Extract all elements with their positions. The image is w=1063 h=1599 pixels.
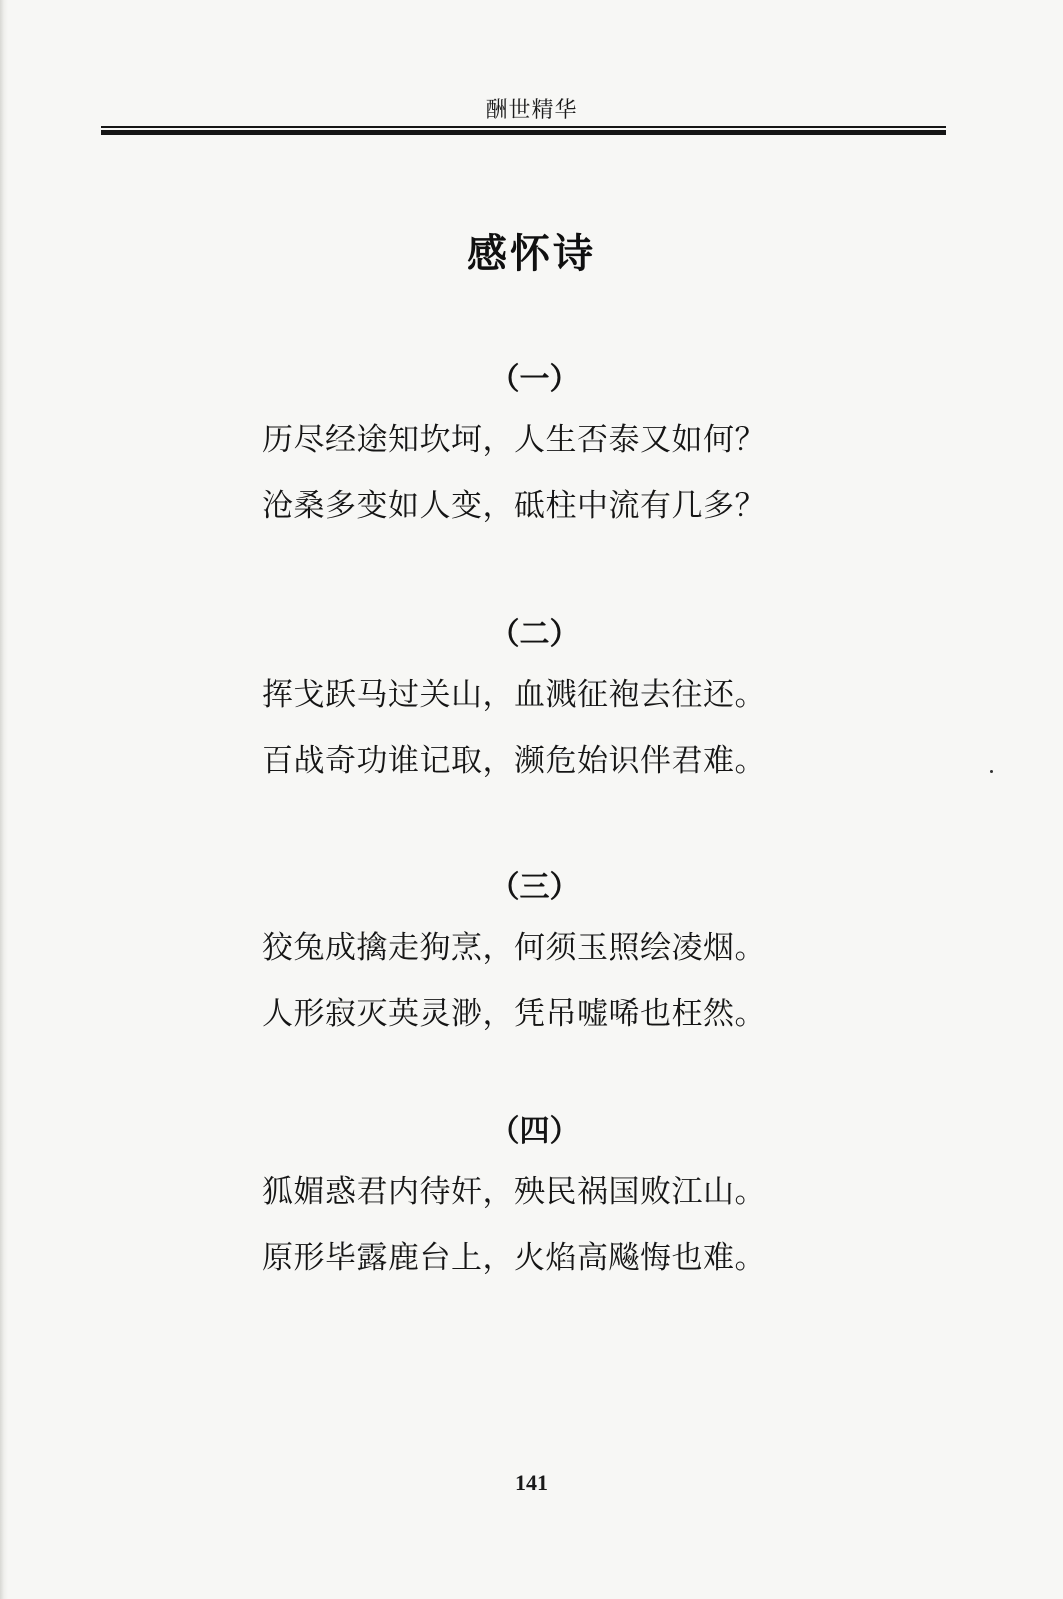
stanza-2 <box>0 615 1063 779</box>
scan-speck <box>990 770 993 773</box>
poem-line: 狡兔成擒走狗烹，何须玉照绘凌烟。 <box>262 930 766 966</box>
poem-line: 原形毕露鹿台上，火焰高飚悔也难。 <box>262 1240 766 1276</box>
poem-line: 狐媚惑君内待奸，殃民祸国败江山。 <box>262 1174 766 1210</box>
stanza-number: （一） <box>489 362 580 397</box>
page-number: 141 <box>515 1470 548 1495</box>
stanza-number: （二） <box>489 617 580 652</box>
poem-line: 百战奇功谁记取，濒危始识伴君难。 <box>262 743 766 779</box>
poem-title: 感怀诗 <box>467 230 596 277</box>
stanza-4 <box>0 1112 1063 1276</box>
stanza-1 <box>0 360 1063 524</box>
stanza-number: （四） <box>489 1114 580 1149</box>
running-head: 酬世精华 <box>485 98 578 123</box>
stanza-3 <box>0 868 1063 1032</box>
poem-line: 人形寂灭英灵渺，凭吊嘘唏也枉然。 <box>262 996 766 1032</box>
stanza-number: （三） <box>489 870 580 905</box>
header-rule <box>101 126 946 135</box>
poem-line: 历尽经途知坎坷，人生否泰又如何？ <box>262 422 766 458</box>
poem-line: 沧桑多变如人变，砥柱中流有几多？ <box>262 488 766 524</box>
poem-line: 挥戈跃马过关山，血溅征袍去往还。 <box>262 677 766 713</box>
